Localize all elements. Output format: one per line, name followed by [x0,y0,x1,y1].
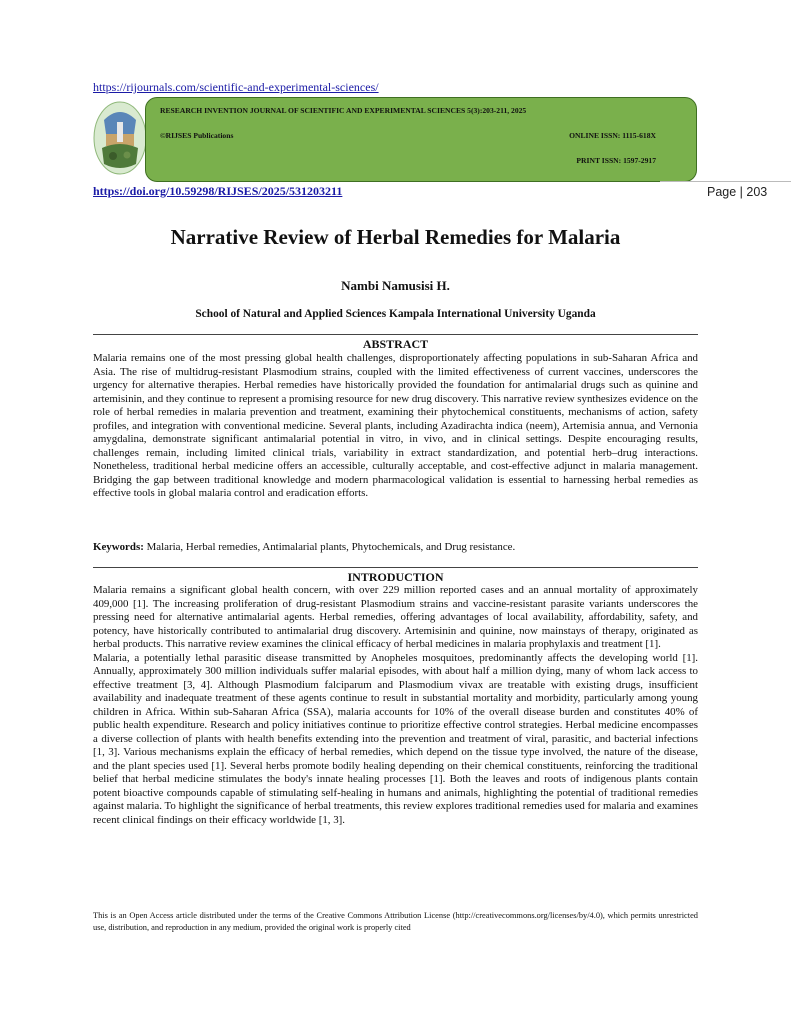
publisher: ©RIJSES Publications [160,131,234,140]
page-number-rule [660,181,791,182]
doi-link[interactable]: https://doi.org/10.59298/RIJSES/2025/531203211 [93,184,343,198]
license-notice: This is an Open Access article distributed under the terms of the Creative Commons Attribution License (http://creativecommons.org/licenses/by/4.0), which permits unrestricted use, distribution, and reproduction in any medium, provided the original work is properly cited [93,911,698,932]
keywords-list: Malaria, Herbal remedies, Antimalarial plants, Phytochemicals, and Drug resistance. [146,541,516,553]
abstract-text: Malaria remains one of the most pressing global health challenges, disproportionately affecting populations in sub-Saharan Africa and Asia. The rise of multidrug-resistant Plasmodium strains, coupled with the limited effectiveness of current vaccines, underscores the urgency for alternative therapies. Herbal remedies have historically provided the foundation for antimalarial drugs such as quinine and artemisinin, and they continue to represent a promising resource for new drug discovery. This narrative review synthesizes evidence on the role of herbal remedies in malaria prevention and treatment, examining their phytochemical constituents, mechanisms of action, safety profiles, and integration with conventional medicine. Several plants, including Azadirachta indica (neem), Artemisia annua, and Vernonia amygdalina, demonstrate significant antimalarial potential in vitro, in vivo, and in clinical settings. Despite encouraging results, challenges remain, including limited clinical trials, variability in extract standardization, and potential herb–drug interactions. Nonetheless, traditional herbal medicine offers an accessible, culturally acceptable, and cost-effective adjunct in malaria management. Bridging the gap between traditional knowledge and modern pharmacological validation is essential to harnessing herbal remedies as effective tools in global malaria control and eradication efforts. [93,352,698,499]
journal-url-link[interactable]: https://rijournals.com/scientific-and-experimental-sciences/ [93,80,379,94]
print-issn: PRINT ISSN: 1597-2917 [576,156,656,165]
section-divider [93,334,698,335]
journal-name: RESEARCH INVENTION JOURNAL OF SCIENTIFIC AND EXPERIMENTAL SCIENCES 5(3):203-211, 2025 [160,106,527,115]
paper-title: Narrative Review of Herbal Remedies for Malaria [170,225,621,249]
introduction-paragraph-1: Malaria remains a significant global health concern, with over 229 million reported cases and an annual mortality of approximately 409,000 [1]. The increasing proliferation of drug-resistant Plasmodium strains and vaccine-resistant parasite variants underscores the pressing need for alternative antimalarial agents. Herbal remedies, offering advantages of local availability, affordability, safety, and potency, have historically contributed to antimalarial drug discovery. Artemisinin and quinine, now mainstays of therapy, originated as herbal products. This narrative review examines the clinical efficacy of herbal medicines in malaria prophylaxis and treatment [1]. [93,584,698,650]
introduction-heading: INTRODUCTION [347,570,444,584]
introduction-paragraph-2: Malaria, a potentially lethal parasitic disease transmitted by Anopheles mosquitoes, predominantly affects the developing world [1]. Annually, approximately 300 million individuals suffer malarial episodes, with about half a million dying, many of whom lack access to effective treatment [3, 4]. Although Plasmodium falciparum and Plasmodium vivax are treatable with existing drugs, insufficient availability and inadequate treatment of these agents continue to result in substantial mortality and morbidity, particularly among young children in Africa. Within sub-Saharan Africa (SSA), malaria accounts for 10% of the overall disease burden and constitutes 40% of public health expenditure. Research and policy initiatives continue to prioritize effective control strategies. Herbal medicine encompasses a diverse collection of plants with health benefits extending into the prevention and treatment of viral, parasitic, and bacterial infections [1, 3]. Various mechanisms explain the efficacy of herbal remedies, which depend on the tissue type involved, the nature of the disease, and the plant species used [1]. Several herbs promote bodily healing depending on their chemical constituents, reinforcing the traditional belief that herbal medicine stimulates the body's innate healing processes [1]. Both the leaves and roots of indigenous plants contain potent bioactive compounds capable of stimulating self-healing in humans and animals, highlighting the potential of traditional remedies against malaria. To highlight the significance of herbal treatments, this review explores traditional remedies used for malaria and examines recent clinical findings on their efficacy worldwide [1, 3]. [93,651,698,826]
journal-logo [92,100,148,176]
paper-affiliation: School of Natural and Applied Sciences Kampala International University Uganda [195,308,596,320]
abstract-heading: ABSTRACT [362,337,429,351]
journal-header-box [145,97,697,182]
keywords-label: Keywords: [93,541,144,553]
keywords [93,541,698,555]
online-issn: ONLINE ISSN: 1115-618X [569,131,656,140]
page-number: Page | 203 [707,185,768,199]
paper-author: Nambi Namusisi H. [341,278,450,293]
introduction-body [93,584,698,827]
section-divider [93,567,698,568]
